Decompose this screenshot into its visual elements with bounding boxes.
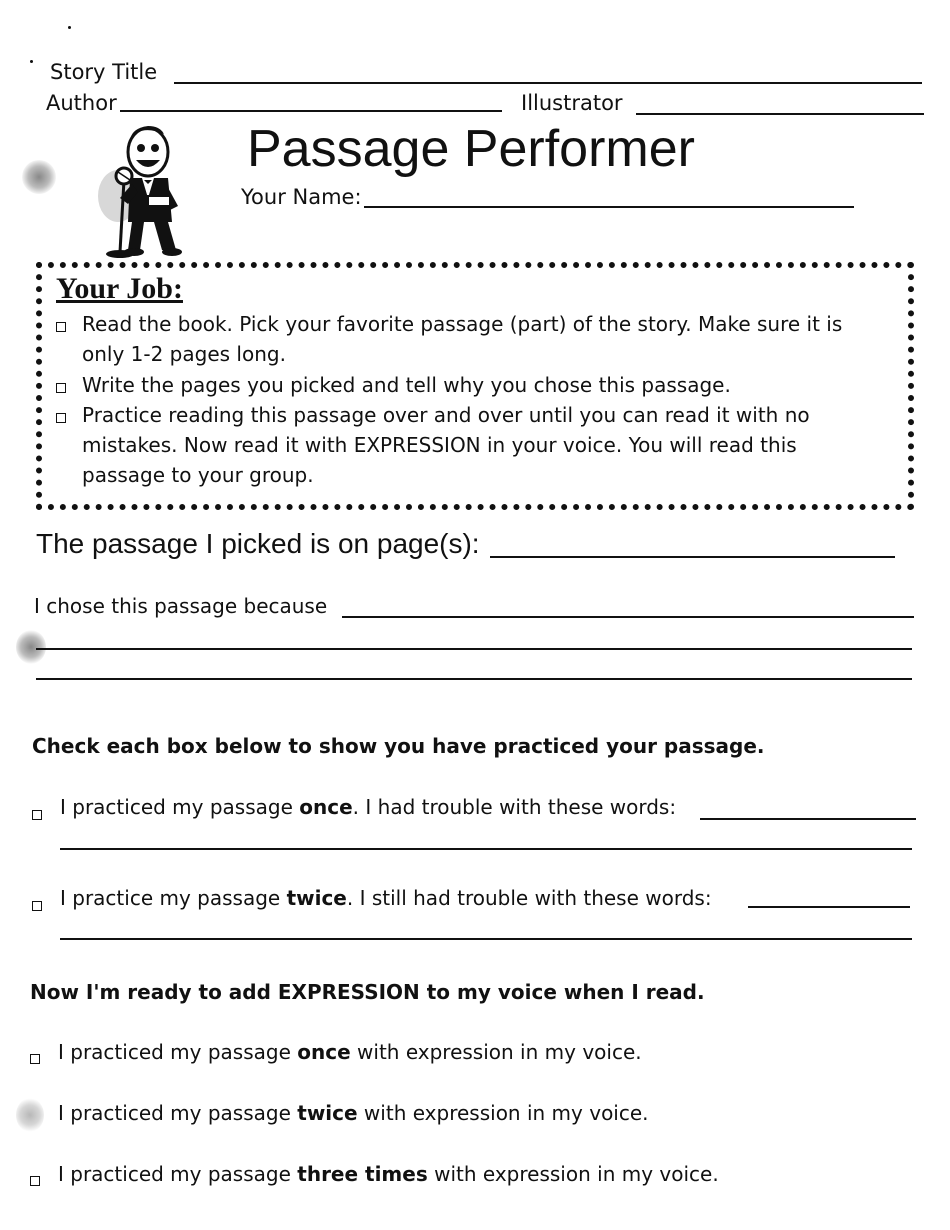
expression-once-bold: once [297, 1040, 351, 1064]
expression-twice-text [58, 1101, 649, 1125]
story-title-field[interactable] [174, 82, 922, 84]
stray-dot [30, 60, 33, 63]
practice-once-field-2[interactable] [60, 848, 912, 850]
performer-with-microphone-icon [90, 118, 202, 260]
illustrator-field[interactable] [636, 113, 924, 115]
practice-twice-bold: twice [286, 886, 347, 910]
practice-twice-field-2[interactable] [60, 938, 912, 940]
expression-once-text [58, 1040, 642, 1064]
practice-twice-field[interactable] [748, 906, 910, 908]
checkbox-icon [56, 322, 66, 332]
practice-once-post: . I had trouble with these words: [352, 795, 677, 819]
expression-three-checkbox[interactable] [30, 1176, 40, 1186]
job-item-3-line2: mistakes. Now read it with EXPRESSION in your voice. You will read this [82, 433, 797, 457]
expression-once-pre: I practiced my passage [58, 1040, 298, 1064]
check-heading: Check each box below to show you have practiced your passage. [32, 734, 765, 758]
expression-once-post: with expression in my voice. [350, 1040, 642, 1064]
expression-three-post: with expression in my voice. [427, 1162, 719, 1186]
practice-once-field[interactable] [700, 818, 916, 820]
illustrator-label: Illustrator [521, 91, 623, 115]
practice-once-bold: once [299, 795, 353, 819]
chose-label: I chose this passage because [34, 594, 328, 618]
hole-punch-smudge [22, 160, 56, 194]
expression-three-text [58, 1162, 719, 1186]
chose-field-line-2[interactable] [36, 648, 912, 650]
expression-twice-bold: twice [297, 1101, 358, 1125]
expression-once-checkbox[interactable] [30, 1054, 40, 1064]
page-title: Passage Performer [247, 120, 695, 178]
job-item-1-line2: only 1-2 pages long. [82, 342, 286, 366]
expression-three-bold: three times [297, 1162, 428, 1186]
practice-once-checkbox[interactable] [32, 810, 42, 820]
expression-twice-post: with expression in my voice. [357, 1101, 649, 1125]
practice-once-text [60, 795, 676, 819]
page-field[interactable] [490, 556, 895, 558]
page-label: The passage I picked is on page(s): [36, 528, 480, 559]
author-field[interactable] [120, 110, 502, 112]
job-item-2-line1: Write the pages you picked and tell why you chose this passage. [82, 373, 731, 397]
job-item-3-line3: passage to your group. [82, 463, 314, 487]
practice-twice-pre: I practice my passage [60, 886, 287, 910]
practice-twice-text [60, 886, 712, 910]
hole-punch-smudge [16, 630, 46, 664]
practice-twice-post: . I still had trouble with these words: [346, 886, 712, 910]
stray-dot [68, 26, 71, 29]
job-heading: Your Job: [56, 272, 183, 305]
your-name-label: Your Name: [241, 185, 362, 209]
job-item-3-line1: Practice reading this passage over and over until you can read it with no [82, 403, 810, 427]
story-title-label: Story Title [50, 60, 158, 84]
practice-once-pre: I practiced my passage [60, 795, 300, 819]
job-item-1-line1: Read the book. Pick your favorite passage (part) of the story. Make sure it is [82, 312, 843, 336]
expression-heading: Now I'm ready to add EXPRESSION to my voice when I read. [30, 980, 705, 1004]
practice-twice-checkbox[interactable] [32, 901, 42, 911]
hole-punch-smudge [16, 1098, 44, 1132]
your-name-field[interactable] [364, 206, 854, 208]
author-label: Author [46, 91, 117, 115]
chose-field-line-1[interactable] [342, 616, 914, 618]
checkbox-icon [56, 413, 66, 423]
expression-three-pre: I practiced my passage [58, 1162, 298, 1186]
expression-twice-pre: I practiced my passage [58, 1101, 298, 1125]
checkbox-icon [56, 383, 66, 393]
chose-field-line-3[interactable] [36, 678, 912, 680]
